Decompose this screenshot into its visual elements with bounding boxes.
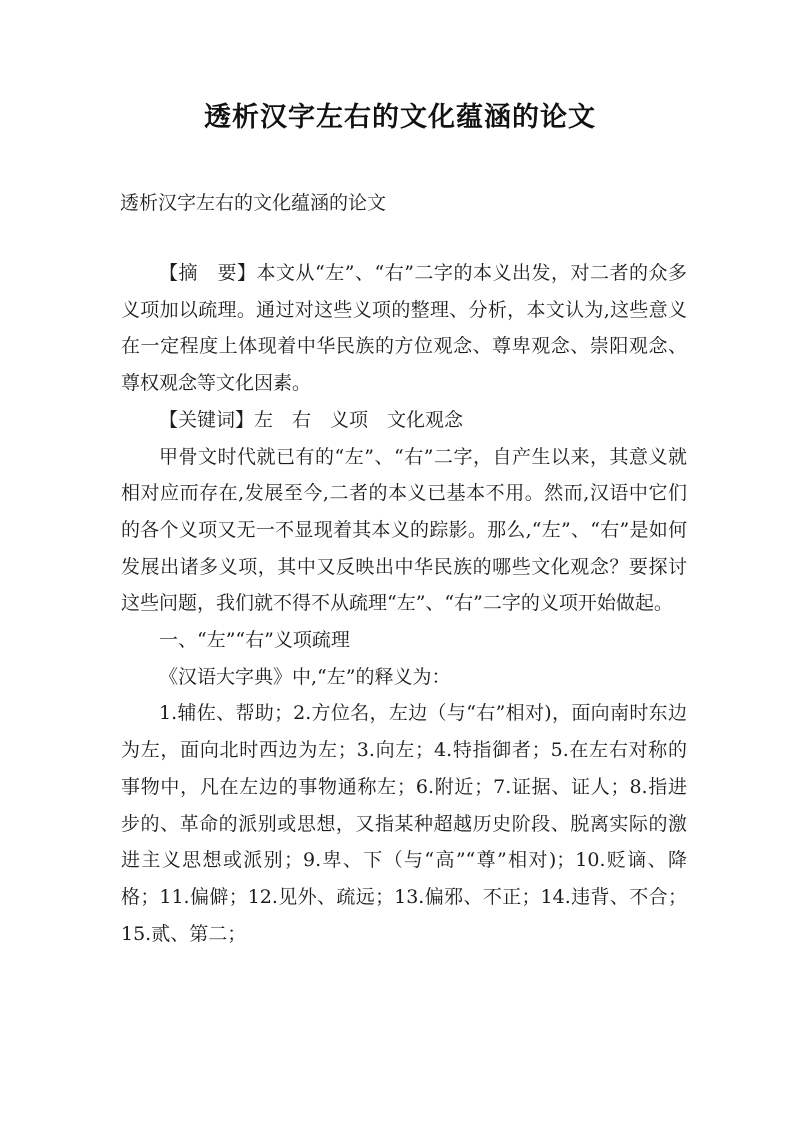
section-heading: 一、“左”“右”义项疏理	[159, 629, 350, 652]
intro-paragraph: 甲骨文时代就已有的“左”、“右”二字，自产生以来，其意义就相对应而存在,发展至今,二者的本义已基本不用。然而,汉语中它们的各个义项又无一不显现着其本义的踪影。那么,“左”、“右”是如何发展出诸多义项，其中又反映出中华民族的哪些文化观念？要探讨这些问题，我们就不得不从疏理“左”、“右”二字的义项开始做起。	[121, 445, 687, 615]
definitions-paragraph: 1.辅佐、帮助；2.方位名，左边（与“右”相对)，面向南时东边为左，面向北时西边为左；3.向左；4.特指御者；5.在左右对称的事物中，凡在左边的事物通称左；6.附近；7.证据、证人；8.指进步的、革命的派别或思想，又指某种超越历史阶段、脱离实际的激进主义思想或派别；9.卑、下（与“高”“尊”相对)；10.贬谪、降格；11.偏僻；12.见外、疏远；13.偏邪、不正；14.违背、不合；15.贰、第二；	[121, 702, 687, 945]
dictionary-intro-paragraph: 《汉语大字典》中,“左”的释义为：	[159, 665, 451, 688]
document-subtitle: 透析汉字左右的文化蕴涵的论文	[120, 192, 387, 214]
abstract-paragraph: 【摘 要】本文从“左”、“右”二字的本义出发，对二者的众多义项加以疏理。通过对这些义项的整理、分析，本文认为,这些意义在一定程度上体现着中华民族的方位观念、尊卑观念、崇阳观念、尊权观念等文化因素。	[121, 262, 687, 395]
document-title: 透析汉字左右的文化蕴涵的论文	[204, 102, 596, 133]
keywords-paragraph: 【关键词】左 右 义项 文化观念	[159, 408, 464, 431]
document-body	[121, 238, 687, 952]
